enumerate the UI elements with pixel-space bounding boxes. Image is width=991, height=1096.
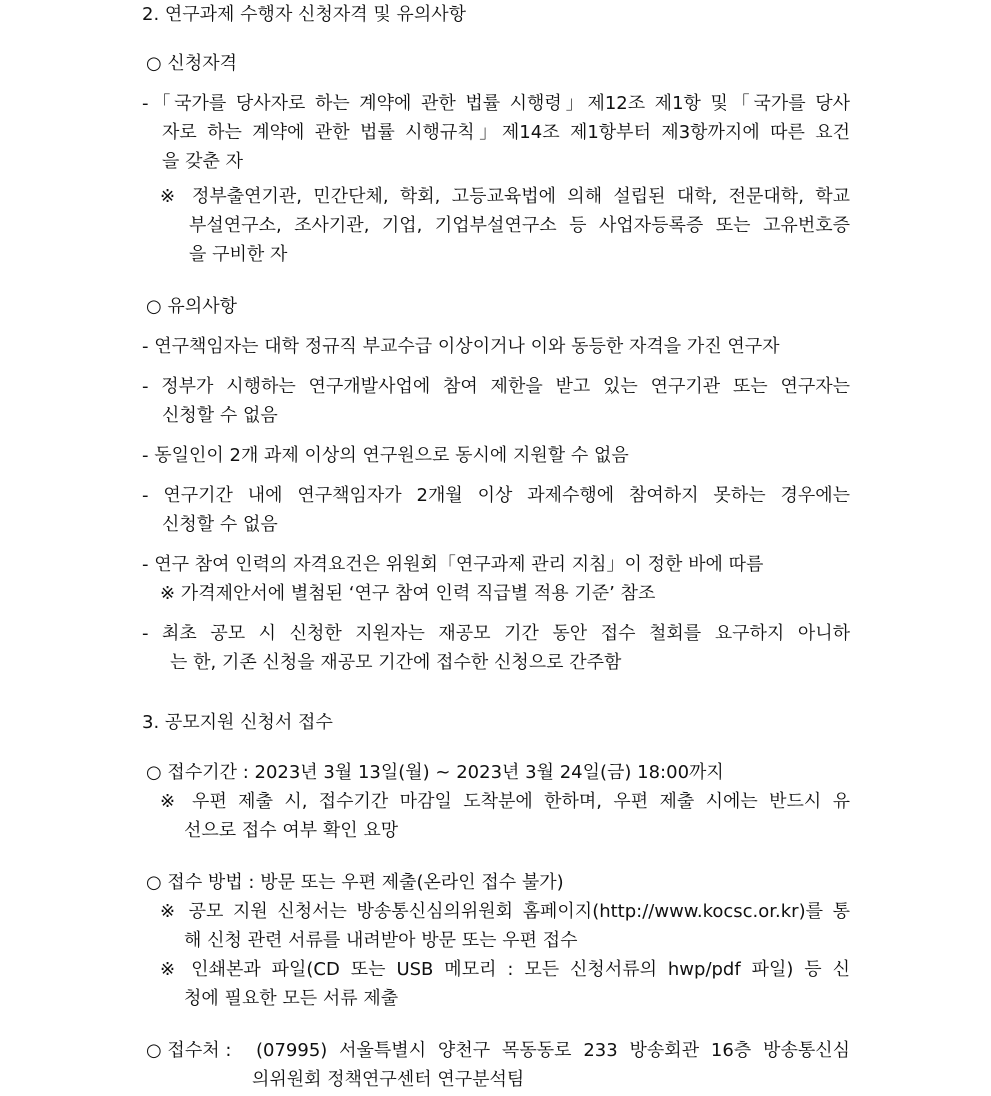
- eligibility-title: ○ 신청자격: [146, 53, 237, 74]
- notes-item-4-line-2: 신청할 수 없음: [162, 514, 278, 535]
- place-address-line-2: 의위원회 정책연구센터 연구분석팀: [252, 1069, 525, 1090]
- notes-item-6-line-2: 는 한, 기존 신청을 재공모 기간에 접수한 신청으로 간주함: [170, 652, 622, 673]
- method-title: ○ 접수 방법 : 방문 또는 우편 제출(온라인 접수 불가): [146, 872, 564, 893]
- method-note-1-line-1: ※ 공모 지원 신청서는 방송통신심의위원회 홈페이지(http://www.kocsc.or.kr)를 통: [160, 901, 850, 922]
- method-note-2-line-2: 청에 필요한 모든 서류 제출: [184, 988, 399, 1009]
- eligibility-note-line-3: 을 구비한 자: [189, 244, 288, 265]
- section-2-heading: 2. 연구과제 수행자 신청자격 및 유의사항: [142, 4, 466, 25]
- notes-item-2-line-1: - 정부가 시행하는 연구개발사업에 참여 제한을 받고 있는 연구기관 또는 연구자는: [142, 376, 850, 397]
- place-address-line-1: (07995) 서울특별시 양천구 목동동로 233 방송회관 16층 방송통신심: [256, 1040, 850, 1061]
- eligibility-item-line-2: 자로 하는 계약에 관한 법률 시행규칙」제14조 제1항부터 제3항까지에 따른 요건: [162, 122, 850, 143]
- eligibility-item-line-1: -「국가를 당사자로 하는 계약에 관한 법률 시행령」제12조 제1항 및「국가를 당사: [142, 93, 850, 114]
- period-note-line-1: ※ 우편 제출 시, 접수기간 마감일 도착분에 한하며, 우편 제출 시에는 반드시 유: [160, 791, 850, 812]
- method-note-2-line-1: ※ 인쇄본과 파일(CD 또는 USB 메모리 : 모든 신청서류의 hwp/pdf 파일) 등 신: [160, 959, 850, 980]
- section-3-heading: 3. 공모지원 신청서 접수: [142, 712, 333, 733]
- eligibility-note-line-1: ※ 정부출연기관, 민간단체, 학회, 고등교육법에 의해 설립된 대학, 전문대학, 학교: [160, 186, 850, 207]
- eligibility-note-line-2: 부설연구소, 조사기관, 기업, 기업부설연구소 등 사업자등록증 또는 고유번호증: [189, 215, 850, 236]
- period-title: ○ 접수기간 : 2023년 3월 13일(월) ~ 2023년 3월 24일(금) 18:00까지: [146, 762, 724, 783]
- method-note-1-line-2: 해 신청 관련 서류를 내려받아 방문 또는 우편 접수: [184, 930, 578, 951]
- notes-item-2-line-2: 신청할 수 없음: [162, 405, 278, 426]
- notes-item-4-line-1: - 연구기간 내에 연구책임자가 2개월 이상 과제수행에 참여하지 못하는 경우에는: [142, 485, 850, 506]
- notes-item-3: - 동일인이 2개 과제 이상의 연구원으로 동시에 지원할 수 없음: [142, 445, 629, 466]
- notes-item-5-note: ※ 가격제안서에 별첨된 ‘연구 참여 인력 직급별 적용 기준’ 참조: [160, 583, 656, 604]
- notes-item-5: - 연구 참여 인력의 자격요건은 위원회「연구과제 관리 지침」이 정한 바에 따름: [142, 554, 764, 575]
- notes-title: ○ 유의사항: [146, 296, 237, 317]
- eligibility-item-line-3: 을 갖춘 자: [162, 151, 243, 172]
- notes-item-1: - 연구책임자는 대학 정규직 부교수급 이상이거나 이와 동등한 자격을 가진 연구자: [142, 336, 780, 357]
- notes-item-6-line-1: - 최초 공모 시 신청한 지원자는 재공모 기간 동안 접수 철회를 요구하지 아니하: [142, 623, 850, 644]
- period-note-line-2: 선으로 접수 여부 확인 요망: [184, 820, 399, 841]
- place-label: ○ 접수처 :: [146, 1040, 232, 1061]
